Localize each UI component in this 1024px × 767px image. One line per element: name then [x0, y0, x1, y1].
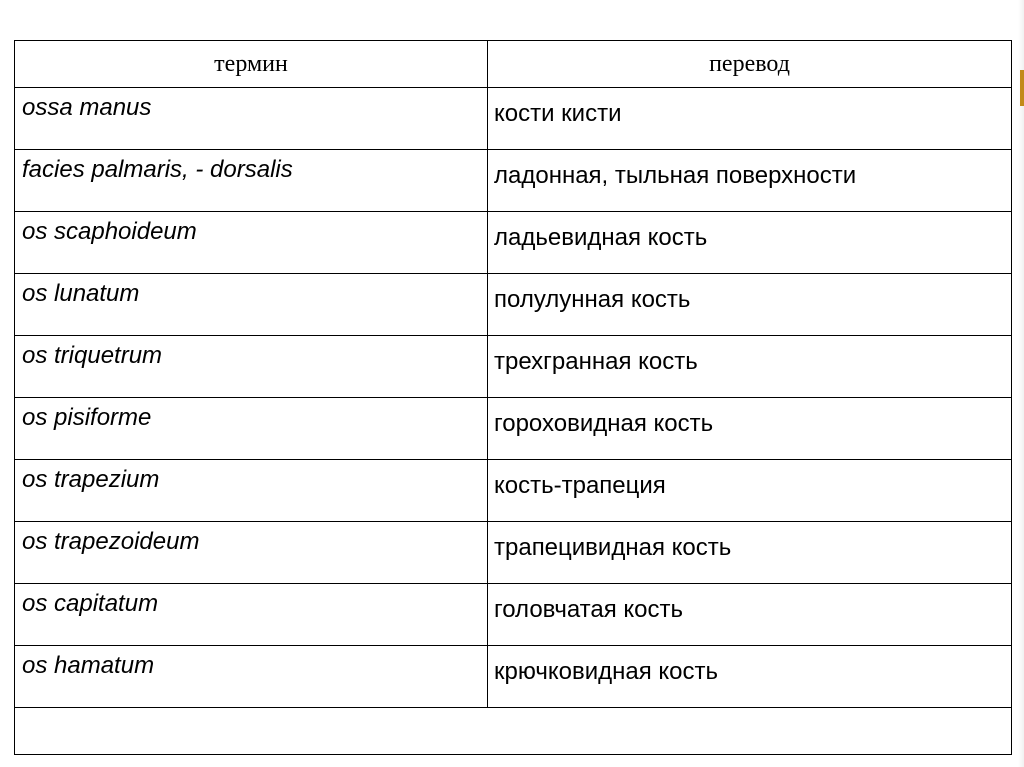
table-row	[15, 460, 1012, 522]
table-row	[15, 646, 1012, 708]
translation-cell: ладьевидная кость	[488, 212, 1012, 274]
header-row	[15, 41, 1012, 88]
term-cell: os triquetrum	[15, 336, 488, 398]
slide-edge-shadow	[1018, 0, 1024, 767]
table-row	[15, 522, 1012, 584]
term-cell: os trapezoideum	[15, 522, 488, 584]
term-column-header: термин	[15, 41, 488, 88]
term-cell: os trapezium	[15, 460, 488, 522]
term-cell: os lunatum	[15, 274, 488, 336]
translation-cell: кости кисти	[488, 88, 1012, 150]
translation-cell: кость-трапеция	[488, 460, 1012, 522]
translation-cell: ладонная, тыльная поверхности	[488, 150, 1012, 212]
empty-table-row	[15, 708, 1012, 755]
table-row	[15, 584, 1012, 646]
translation-cell: гороховидная кость	[488, 398, 1012, 460]
table-row	[15, 336, 1012, 398]
table-row	[15, 150, 1012, 212]
term-cell: os pisiforme	[15, 398, 488, 460]
term-cell: os scaphoideum	[15, 212, 488, 274]
translation-cell: трапецивидная кость	[488, 522, 1012, 584]
term-cell: os hamatum	[15, 646, 488, 708]
table-row	[15, 398, 1012, 460]
translation-cell: трехгранная кость	[488, 336, 1012, 398]
table-row	[15, 212, 1012, 274]
table-body	[15, 88, 1012, 755]
term-cell: ossa manus	[15, 88, 488, 150]
translation-column-header: перевод	[488, 41, 1012, 88]
term-cell: os capitatum	[15, 584, 488, 646]
table-header	[15, 41, 1012, 88]
table-row	[15, 274, 1012, 336]
table-row	[15, 88, 1012, 150]
anatomy-terms-table	[14, 40, 1012, 755]
slide-edge-accent	[1020, 70, 1024, 106]
empty-cell	[15, 708, 1012, 755]
translation-cell: крючковидная кость	[488, 646, 1012, 708]
translation-cell: полулунная кость	[488, 274, 1012, 336]
term-cell: facies palmaris, - dorsalis	[15, 150, 488, 212]
translation-cell: головчатая кость	[488, 584, 1012, 646]
